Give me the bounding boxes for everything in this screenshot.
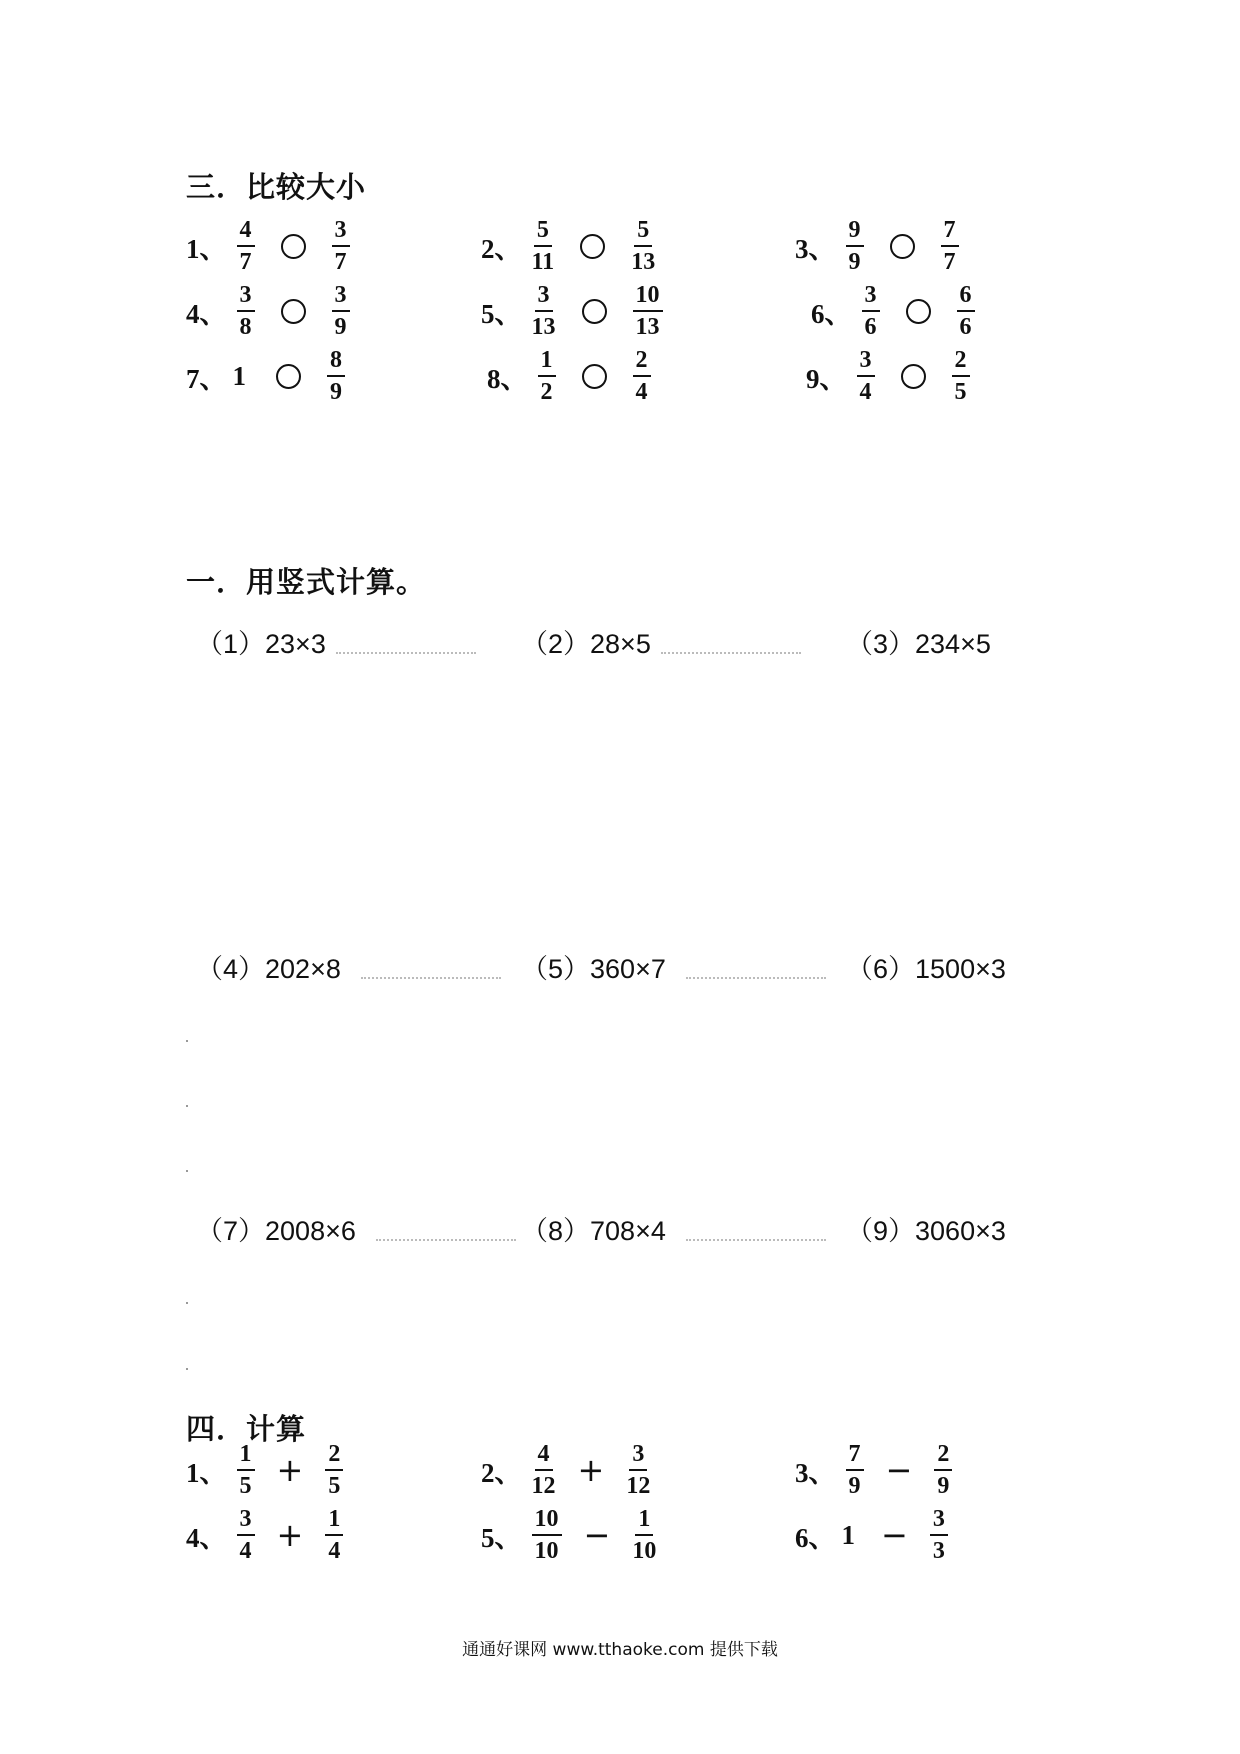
scan-speck: [186, 1368, 188, 1370]
calc-problem: [481, 1507, 660, 1563]
dotted-line: [661, 622, 801, 654]
numerator: 9: [846, 218, 864, 247]
numerator: 2: [633, 348, 651, 377]
numerator: 3: [535, 283, 553, 312]
problem-number: 4、: [186, 1522, 227, 1553]
denominator: 10: [534, 1538, 559, 1564]
numerator: 1: [635, 1507, 653, 1536]
operator: +: [276, 1516, 304, 1554]
denominator: 4: [328, 1538, 341, 1564]
numerator: 1: [325, 1507, 343, 1536]
fraction: [631, 218, 655, 274]
fraction: [532, 283, 556, 339]
scan-speck: [186, 1040, 188, 1042]
fraction: [846, 1442, 864, 1498]
whole-number: 1: [841, 1519, 855, 1550]
problem-number: 9、: [806, 363, 847, 394]
fraction: [862, 283, 880, 339]
fraction: [952, 348, 970, 404]
compare-circle[interactable]: [281, 234, 306, 259]
vertical-problem: （8）708×4: [521, 1216, 666, 1246]
problem-number: 6、: [811, 298, 852, 329]
fraction: [532, 218, 555, 274]
whole-number: 1: [232, 360, 246, 391]
compare-problem: [186, 348, 349, 404]
compare-circle[interactable]: [582, 299, 607, 324]
compare-problem: [806, 348, 974, 404]
compare-circle[interactable]: [281, 299, 306, 324]
calc-problem: [186, 1507, 347, 1563]
numerator: 10: [532, 1507, 562, 1536]
compare-problem: [811, 283, 979, 339]
problem-number: 1、: [186, 233, 227, 264]
fraction: [957, 283, 975, 339]
fraction: [934, 1442, 952, 1498]
denominator: 9: [848, 1473, 861, 1499]
problem-number: 2、: [481, 233, 522, 264]
denominator: 3: [932, 1538, 945, 1564]
fraction: [332, 283, 350, 339]
fraction: [332, 218, 350, 274]
dotted-line: [336, 622, 476, 654]
denominator: 5: [239, 1473, 252, 1499]
fraction: [930, 1507, 948, 1563]
numerator: 3: [930, 1507, 948, 1536]
problem-number: 8、: [487, 363, 528, 394]
denominator: 6: [959, 314, 972, 340]
vertical-row-3: [196, 1209, 1056, 1249]
denominator: 12: [531, 1473, 556, 1499]
numerator: 3: [857, 348, 875, 377]
denominator: 10: [632, 1538, 657, 1564]
denominator: 4: [635, 379, 648, 405]
fraction: [633, 348, 651, 404]
numerator: 3: [332, 218, 350, 247]
fraction: [325, 1507, 343, 1563]
compare-circle[interactable]: [582, 364, 607, 389]
numerator: 5: [634, 218, 652, 247]
denominator: 4: [239, 1538, 252, 1564]
dotted-line: [376, 1209, 516, 1241]
numerator: 6: [957, 283, 975, 312]
numerator: 5: [534, 218, 552, 247]
dotted-line: [686, 947, 826, 979]
compare-circle[interactable]: [276, 364, 301, 389]
problem-number: 6、: [795, 1522, 836, 1553]
fraction: [325, 1442, 343, 1498]
numerator: 3: [862, 283, 880, 312]
compare-problem: [186, 283, 354, 339]
denominator: 9: [334, 314, 347, 340]
fraction: [857, 348, 875, 404]
denominator: 7: [943, 249, 956, 275]
vertical-problem: （3）234×5: [846, 629, 991, 659]
fraction: [327, 348, 345, 404]
section-compare-title: 三．比较大小: [186, 170, 367, 204]
denominator: 4: [859, 379, 872, 405]
vertical-problem: （9）3060×3: [846, 1216, 1006, 1246]
numerator: 3: [237, 1507, 255, 1536]
numerator: 7: [846, 1442, 864, 1471]
denominator: 9: [848, 249, 861, 275]
numerator: 1: [237, 1442, 255, 1471]
vertical-problem: （1）23×3: [196, 629, 326, 659]
compare-problem: [487, 348, 655, 404]
problem-number: 5、: [481, 1522, 522, 1553]
denominator: 6: [864, 314, 877, 340]
numerator: 7: [941, 218, 959, 247]
denominator: 2: [540, 379, 553, 405]
problem-number: 2、: [481, 1457, 522, 1488]
numerator: 3: [629, 1442, 647, 1471]
numerator: 2: [952, 348, 970, 377]
denominator: 8: [239, 314, 252, 340]
denominator: 13: [531, 314, 556, 340]
numerator: 2: [325, 1442, 343, 1471]
fraction: [846, 218, 864, 274]
numerator: 10: [633, 283, 663, 312]
denominator: 9: [937, 1473, 950, 1499]
problem-number: 3、: [795, 1457, 836, 1488]
problem-number: 1、: [186, 1457, 227, 1488]
scan-speck: [186, 1105, 188, 1107]
fraction: [532, 1442, 556, 1498]
operator: +: [276, 1451, 304, 1489]
compare-problem: [481, 283, 667, 339]
dotted-line: [686, 1209, 826, 1241]
calc-problem: [795, 1442, 956, 1498]
vertical-problem: （4）202×8: [196, 954, 341, 984]
denominator: 7: [334, 249, 347, 275]
denominator: 9: [330, 379, 342, 405]
vertical-row-2: [196, 947, 1056, 987]
compare-circle[interactable]: [580, 234, 605, 259]
compare-circle[interactable]: [890, 234, 915, 259]
compare-problem: [795, 218, 963, 274]
problem-number: 7、: [186, 363, 227, 394]
numerator: 1: [538, 348, 556, 377]
fraction: [941, 218, 959, 274]
denominator: 5: [954, 379, 967, 405]
numerator: 4: [535, 1442, 553, 1471]
section-vertical-title: 一．用竖式计算。: [186, 565, 427, 599]
fraction: [538, 348, 556, 404]
problem-number: 5、: [481, 298, 522, 329]
vertical-problem: （6）1500×3: [846, 954, 1006, 984]
compare-problem: [186, 218, 354, 274]
compare-circle[interactable]: [901, 364, 926, 389]
footer-text: 通通好课网 www.tthaoke.com 提供下载: [462, 1640, 778, 1660]
calc-problem: [186, 1442, 347, 1498]
compare-circle[interactable]: [906, 299, 931, 324]
vertical-problem: （2）28×5: [521, 629, 651, 659]
fraction: [632, 1507, 656, 1563]
fraction: [237, 1507, 255, 1563]
fraction: [626, 1442, 650, 1498]
fraction: [237, 283, 255, 339]
vertical-problem: （5）360×7: [521, 954, 666, 984]
problem-number: 4、: [186, 298, 227, 329]
denominator: 12: [626, 1473, 651, 1499]
vertical-problem: （7）2008×6: [196, 1216, 356, 1246]
denominator: 13: [635, 314, 660, 340]
compare-problem: [481, 218, 659, 274]
denominator: 11: [531, 249, 555, 275]
calc-problem: [795, 1507, 952, 1563]
dotted-line: [361, 947, 501, 979]
numerator: 2: [934, 1442, 952, 1471]
numerator: 4: [237, 218, 255, 247]
denominator: 5: [328, 1473, 341, 1499]
numerator: 8: [327, 348, 345, 377]
denominator: 13: [631, 249, 656, 275]
operator: −: [583, 1516, 611, 1554]
denominator: 7: [239, 249, 252, 275]
scan-speck: [186, 1170, 188, 1172]
numerator: 3: [237, 283, 255, 312]
operator: −: [885, 1451, 913, 1489]
section-calc-title: 四．计算: [186, 1412, 307, 1446]
vertical-row-1: [196, 622, 1056, 662]
numerator: 3: [332, 283, 350, 312]
operator: +: [577, 1451, 605, 1489]
fraction: [633, 283, 663, 339]
operator: −: [881, 1516, 908, 1554]
fraction: [237, 218, 255, 274]
fraction: [237, 1442, 255, 1498]
problem-number: 3、: [795, 233, 836, 264]
scan-speck: [186, 1302, 188, 1304]
calc-problem: [481, 1442, 654, 1498]
fraction: [532, 1507, 562, 1563]
